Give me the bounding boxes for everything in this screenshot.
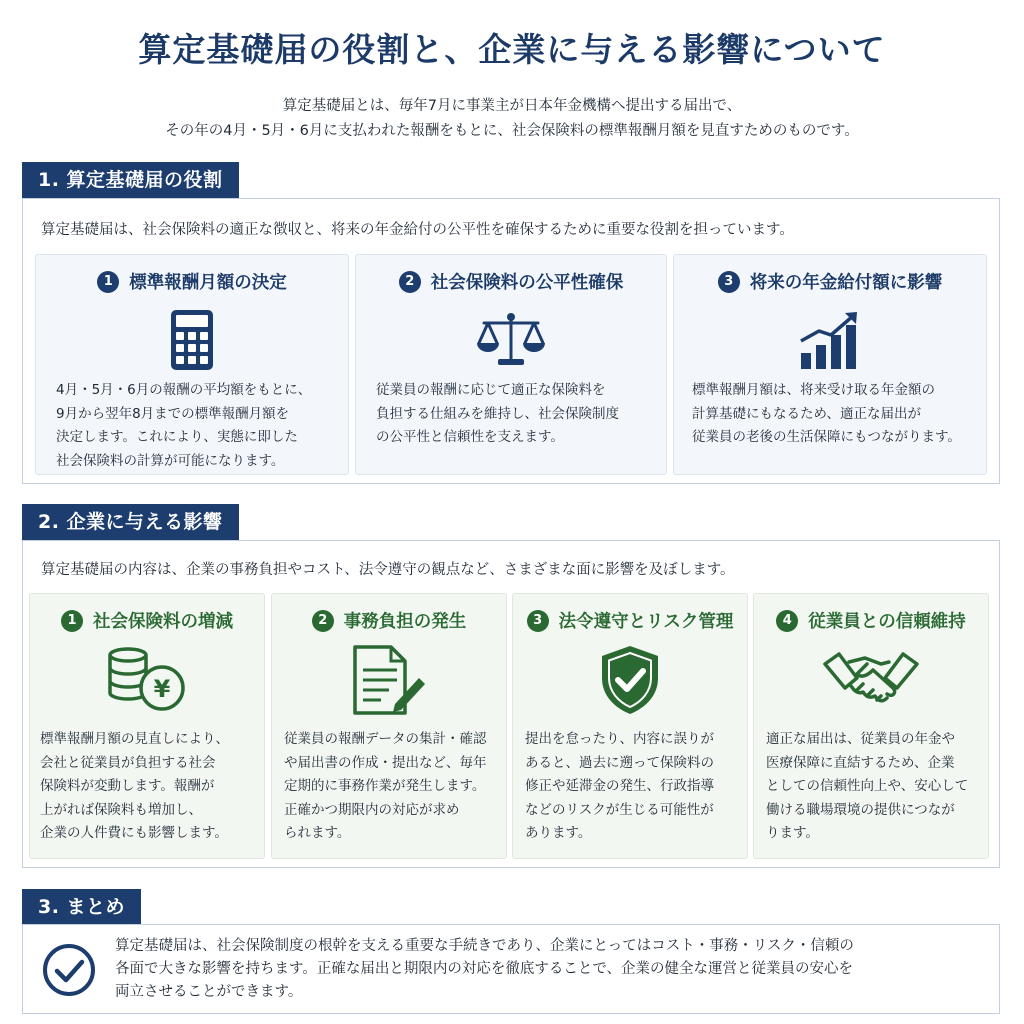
body-line: 計算基礎にもなるため、適正な届出が — [692, 405, 921, 422]
role-card-2-title — [356, 269, 666, 294]
role-card-1-body — [56, 379, 311, 473]
body-line: 医療保障に直結するため、企業 — [766, 754, 955, 771]
number-badge: 3 — [527, 610, 549, 632]
body-line: 決定します。これにより、実態に即した — [56, 429, 298, 445]
calculator-icon — [170, 309, 214, 375]
body-line: 企業の人件費にも影響します。 — [40, 825, 228, 841]
body-line: ります。 — [766, 825, 819, 841]
role-card-3 — [673, 254, 987, 475]
shield-check-icon — [598, 644, 662, 720]
section2-box — [22, 540, 1000, 868]
impact-card-2-title — [272, 608, 506, 633]
body-line: あります。 — [525, 825, 592, 841]
document-pen-icon — [351, 644, 427, 720]
summary-line: 各面で大きな影響を持ちます。正確な届出と期限内の対応を徹底することで、企業の健全な運営と従業員の安心を — [115, 961, 854, 977]
impact-card-4-body — [766, 728, 968, 846]
section1-box — [22, 198, 1000, 484]
check-circle-icon — [41, 942, 97, 1002]
summary-box — [22, 924, 1000, 1014]
coins-yen-icon — [106, 646, 188, 716]
role-card-3-title — [674, 269, 986, 294]
body-line: や届出書の作成・提出など、毎年 — [284, 754, 487, 771]
impact-card-3 — [512, 593, 748, 859]
role-card-1 — [35, 254, 349, 475]
impact-card-1-body — [40, 728, 229, 846]
section2-heading: 2. 企業に与える影響 — [22, 504, 239, 540]
body-line: あると、過去に遡って保険料の — [525, 754, 714, 771]
body-line: 負担する仕組みを維持し、社会保険制度 — [376, 405, 619, 422]
impact-card-4-title — [754, 608, 988, 633]
body-line: 従業員の報酬データの集計・確認 — [284, 731, 487, 747]
impact-card-1 — [29, 593, 265, 859]
role-card-1-title-text: 標準報酬月額の決定 — [129, 273, 287, 293]
body-line: としての信頼性向上や、安心して — [766, 778, 969, 794]
impact-card-1-title — [30, 608, 264, 633]
svg-text:¥: ¥ — [153, 675, 171, 703]
role-card-2-body — [376, 379, 619, 450]
balance-scale-icon — [476, 311, 546, 371]
number-badge: 3 — [718, 271, 740, 293]
body-line: 従業員の報酬に応じて適正な保険料を — [376, 382, 606, 398]
number-badge: 1 — [97, 271, 119, 293]
body-line: られます。 — [284, 825, 351, 841]
body-line: 提出を怠ったり、内容に誤りが — [525, 731, 714, 747]
summary-line: 両立させることができます。 — [115, 984, 303, 1000]
role-card-2 — [355, 254, 667, 475]
body-line: の公平性と信頼性を支えます。 — [376, 429, 564, 445]
body-line: 社会保険料の計算が可能になります。 — [56, 452, 285, 469]
impact-card-4-title-text: 従業員との信頼維持 — [808, 612, 966, 632]
body-line: 保険料が変動します。報酬が — [40, 778, 215, 794]
number-badge: 1 — [61, 610, 83, 632]
impact-card-1-title-text: 社会保険料の増減 — [93, 612, 233, 632]
body-line: 正確かつ期限内の対応が求め — [284, 801, 460, 818]
body-line: 会社と従業員が負担する社会 — [40, 754, 216, 771]
body-line: 標準報酬月額の見直しにより、 — [40, 731, 229, 747]
body-line: 適正な届出は、従業員の年金や — [766, 731, 955, 747]
intro-text — [0, 94, 1024, 144]
impact-card-2 — [271, 593, 507, 859]
body-line: 4月・5月・6月の報酬の平均額をもとに、 — [56, 382, 312, 398]
role-card-2-title-text: 社会保険料の公平性確保 — [430, 273, 624, 293]
number-badge: 2 — [312, 610, 334, 632]
growth-chart-icon — [799, 311, 861, 375]
impact-card-2-title-text: 事務負担の発生 — [343, 612, 467, 632]
body-line: 9月から翌年8月までの標準報酬月額を — [56, 405, 290, 422]
body-line: 働ける職場環境の提供につなが — [766, 801, 955, 818]
section1-lead: 算定基礎届は、社会保険料の適正な徴収と、将来の年金給付の公平性を確保するために重要な役割を担っています。 — [41, 222, 794, 238]
body-line: 標準報酬月額は、将来受け取る年金額の — [692, 382, 935, 398]
section3-heading: 3. まとめ — [22, 889, 141, 925]
section2-lead: 算定基礎届の内容は、企業の事務負担やコスト、法令遵守の観点など、さまざまな面に影響を及ぼします。 — [41, 562, 735, 578]
impact-card-3-title — [513, 608, 747, 633]
role-card-1-title — [36, 269, 348, 294]
summary-line: 算定基礎届は、社会保険制度の根幹を支える重要な手続きであり、企業にとってはコスト・事務・リスク・信頼の — [115, 938, 854, 954]
page-title: 算定基礎届の役割と、企業に与える影響について — [138, 30, 886, 69]
section1-heading: 1. 算定基礎届の役割 — [22, 162, 239, 198]
impact-card-3-body — [525, 728, 714, 846]
role-card-3-title-text: 将来の年金給付額に影響 — [749, 273, 943, 293]
body-line: 定期的に事務作業が発生します。 — [284, 778, 486, 794]
number-badge: 4 — [776, 610, 798, 632]
impact-card-2-body — [284, 728, 487, 846]
role-card-3-body — [692, 379, 961, 450]
body-line: 上がれば保険料も増加し、 — [40, 801, 202, 818]
intro-line-2: その年の4月・5月・6月に支払われた報酬をもとに、社会保険料の標準報酬月額を見直すためのものです。 — [165, 123, 859, 139]
intro-line-1: 算定基礎届とは、毎年7月に事業主が日本年金機構へ提出する届出で、 — [282, 98, 742, 114]
impact-card-4 — [753, 593, 989, 859]
body-line: などのリスクが生じる可能性が — [525, 801, 714, 818]
handshake-icon — [823, 650, 919, 716]
body-line: 従業員の老後の生活保障にもつながります。 — [692, 429, 961, 445]
summary-text — [115, 935, 985, 1004]
number-badge: 2 — [399, 271, 421, 293]
impact-card-3-title-text: 法令遵守とリスク管理 — [558, 612, 734, 632]
body-line: 修正や延滞金の発生、行政指導 — [525, 778, 714, 794]
